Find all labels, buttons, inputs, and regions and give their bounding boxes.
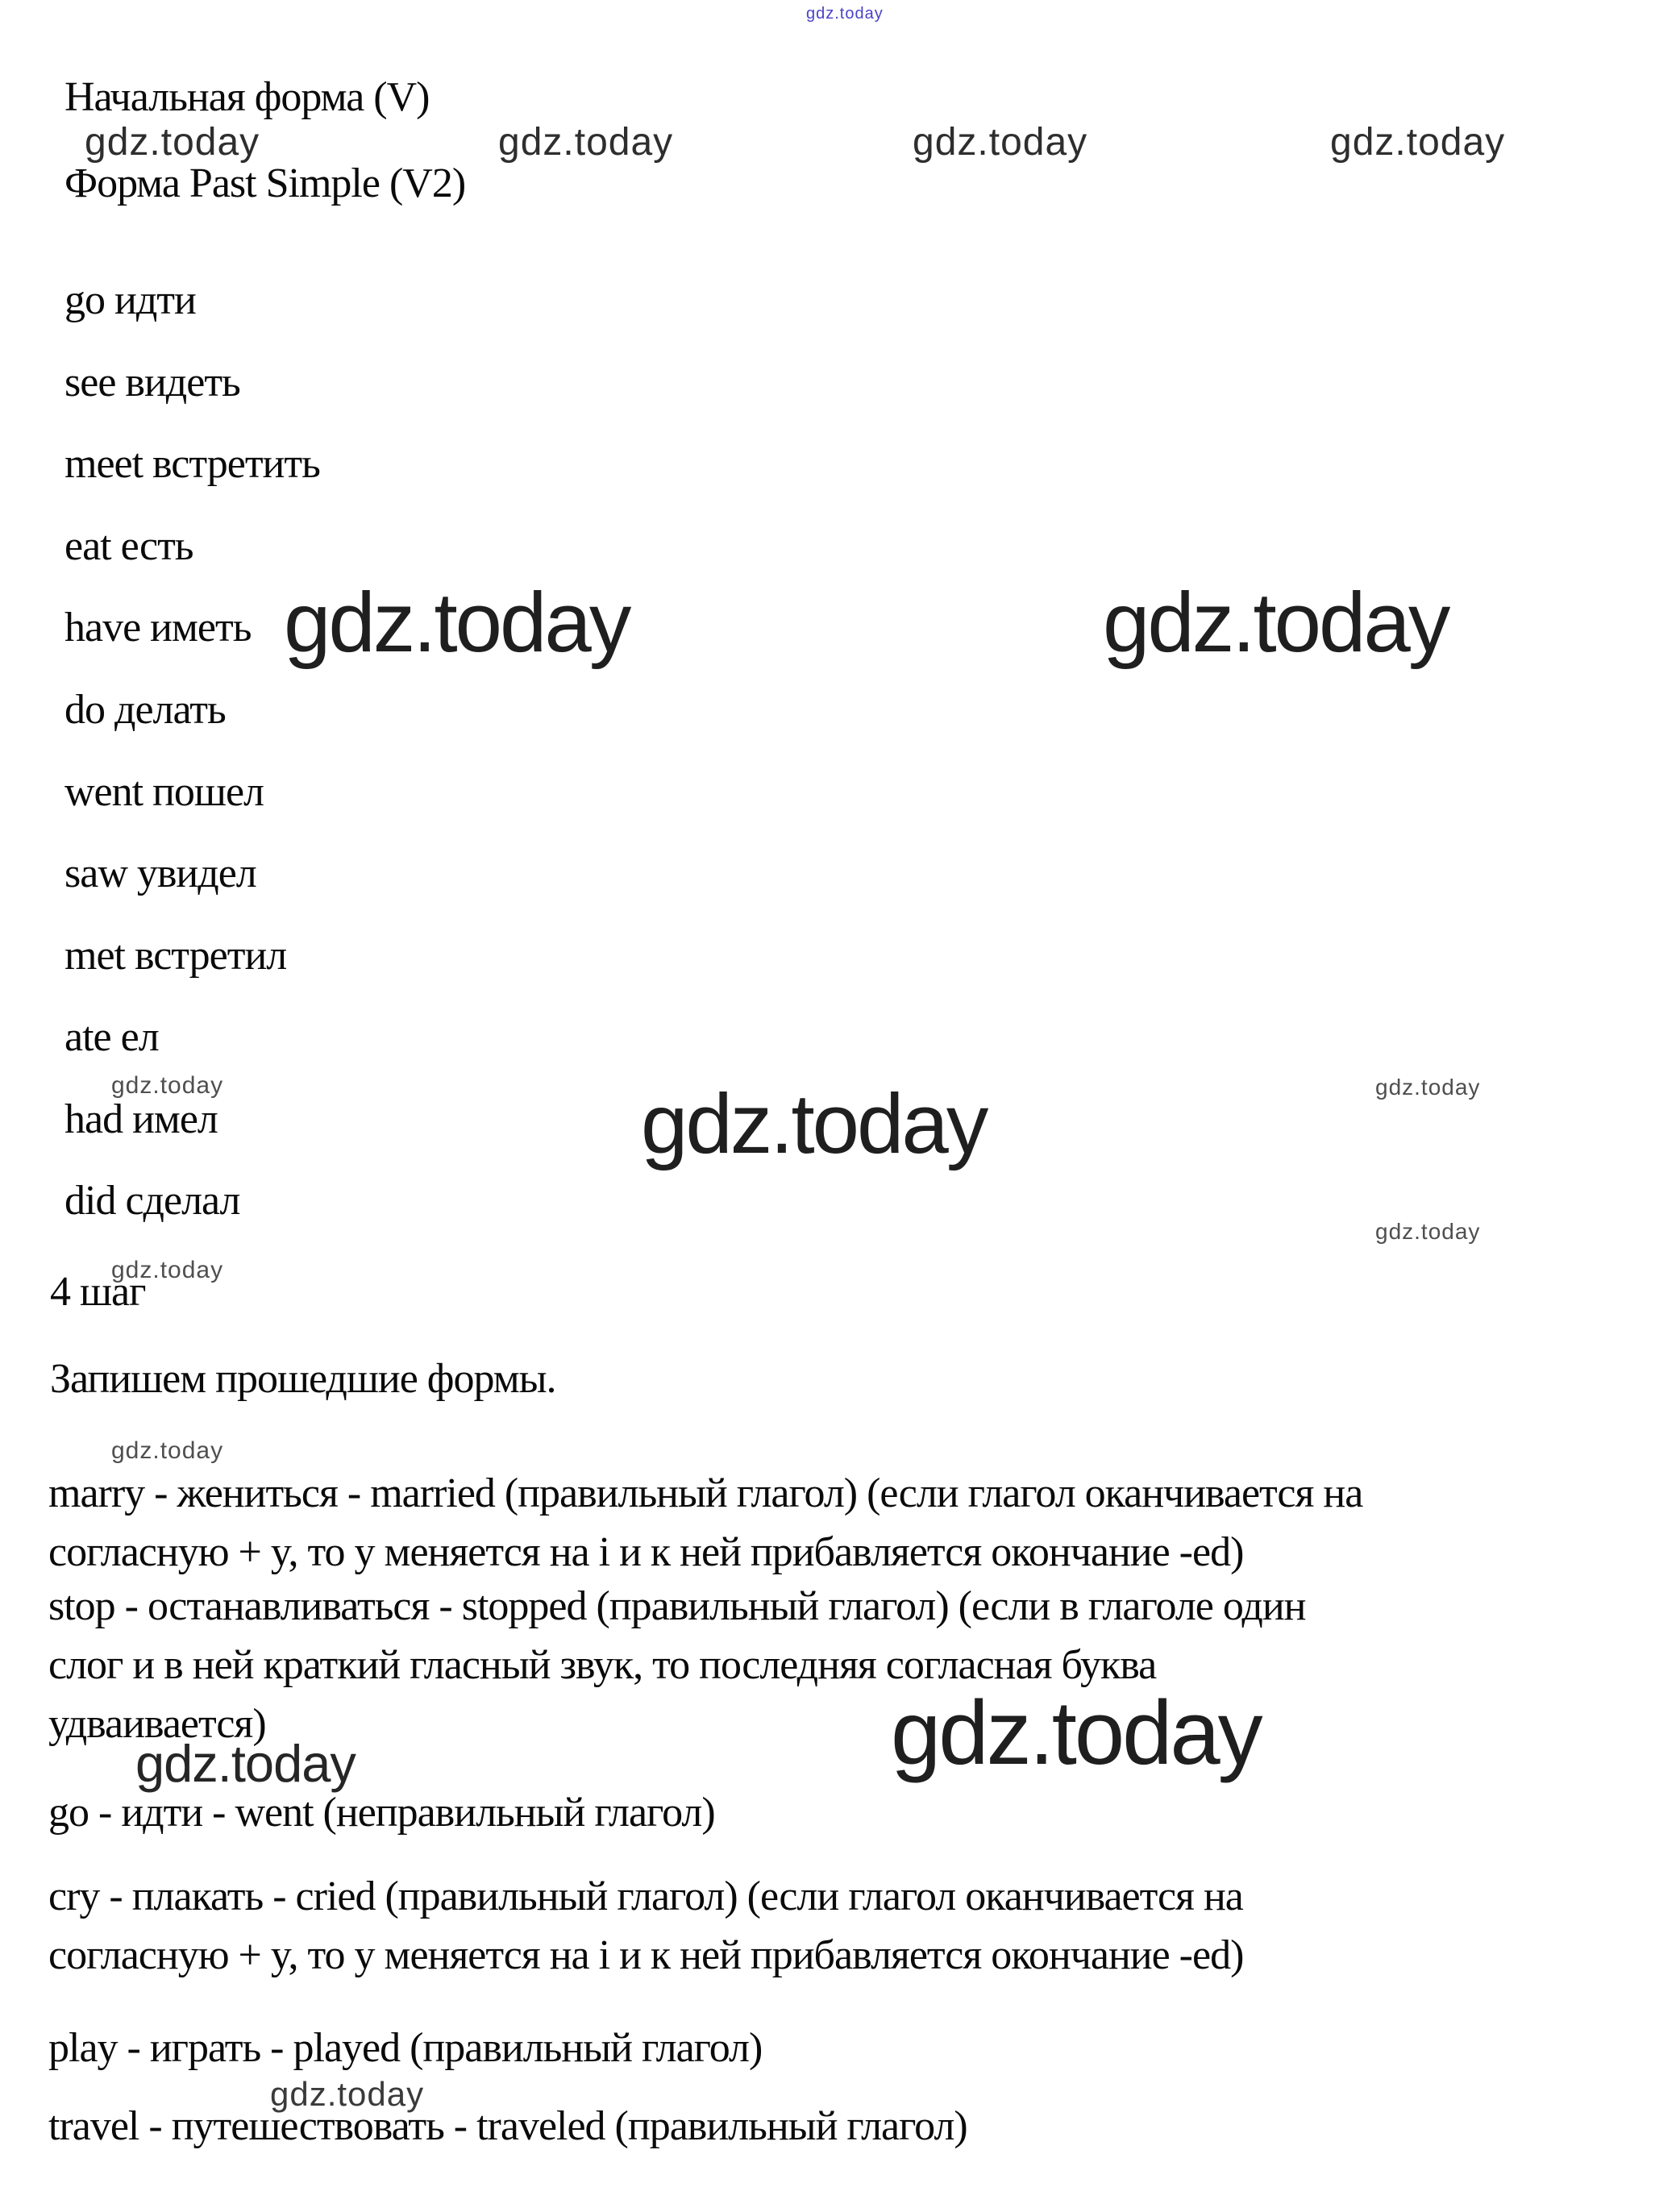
verb-line-see: see видеть bbox=[64, 360, 240, 405]
verb-line-ate: ate ел bbox=[64, 1014, 159, 1060]
answer-line-marry-1: marry - жениться - married (правильный глагол) (если глагол оканчивается на bbox=[48, 1470, 1363, 1516]
watermark-top: gdz.today bbox=[806, 5, 884, 23]
step-intro: Запишем прошедшие формы. bbox=[50, 1356, 556, 1402]
answer-line-stop-2: слог и в ней краткий гласный звук, то последняя согласная буква bbox=[48, 1642, 1157, 1688]
verb-line-saw: saw увидел bbox=[64, 850, 256, 896]
initial-form-heading: Начальная форма (V) bbox=[64, 74, 430, 120]
verb-line-had: had имел bbox=[64, 1096, 218, 1142]
watermark-large-left: gdz.today bbox=[284, 576, 630, 670]
watermark-row-4: gdz.today bbox=[1330, 121, 1506, 164]
watermark-small-right-2: gdz.today bbox=[1375, 1219, 1481, 1244]
answer-line-stop-3: удваивается) bbox=[48, 1701, 266, 1747]
answer-line-go: go - идти - went (неправильный глагол) bbox=[48, 1790, 715, 1836]
answer-line-cry-2: согласную + y, то y меняется на i и к ней прибавляется окончание -ed) bbox=[48, 1932, 1244, 1978]
watermark-row-3: gdz.today bbox=[913, 121, 1088, 164]
watermark-large-lower: gdz.today bbox=[891, 1682, 1261, 1783]
answer-line-marry-2: согласную + y, то y меняется на i и к ней прибавляется окончание -ed) bbox=[48, 1529, 1244, 1575]
step-number-label: 4 шаг bbox=[50, 1269, 146, 1315]
answer-line-cry-1: cry - плакать - cried (правильный глагол) (если глагол оканчивается на bbox=[48, 1873, 1243, 1919]
verb-line-eat: eat есть bbox=[64, 523, 193, 569]
answer-line-travel: travel - путешествовать - traveled (правильный глагол) bbox=[48, 2103, 967, 2149]
verb-line-met: met встретил bbox=[64, 933, 287, 979]
answer-line-play: play - играть - played (правильный глагол) bbox=[48, 2025, 763, 2071]
answer-line-stop-1: stop - останавливаться - stopped (правильный глагол) (если в глаголе один bbox=[48, 1583, 1306, 1629]
watermark-row-1: gdz.today bbox=[85, 121, 260, 164]
verb-line-did: did сделал bbox=[64, 1178, 240, 1224]
verb-line-meet: meet встретить bbox=[64, 441, 320, 487]
watermark-medium-left: gdz.today bbox=[135, 1734, 356, 1793]
watermark-small-right-1: gdz.today bbox=[1375, 1075, 1481, 1100]
watermark-large-right: gdz.today bbox=[1103, 576, 1449, 670]
watermark-small-above-had: gdz.today bbox=[111, 1072, 224, 1099]
watermark-small-above-step: gdz.today bbox=[111, 1257, 224, 1283]
watermark-small-above-marry: gdz.today bbox=[111, 1437, 224, 1464]
past-simple-heading: Форма Past Simple (V2) bbox=[64, 160, 466, 206]
verb-line-have: have иметь bbox=[64, 605, 252, 651]
verb-line-go: go идти bbox=[64, 277, 196, 323]
verb-line-went: went пошел bbox=[64, 769, 264, 815]
watermark-large-middle: gdz.today bbox=[641, 1077, 987, 1171]
verb-line-do: do делать bbox=[64, 687, 226, 733]
watermark-row-2: gdz.today bbox=[498, 121, 674, 164]
watermark-small-above-travel: gdz.today bbox=[270, 2075, 425, 2113]
